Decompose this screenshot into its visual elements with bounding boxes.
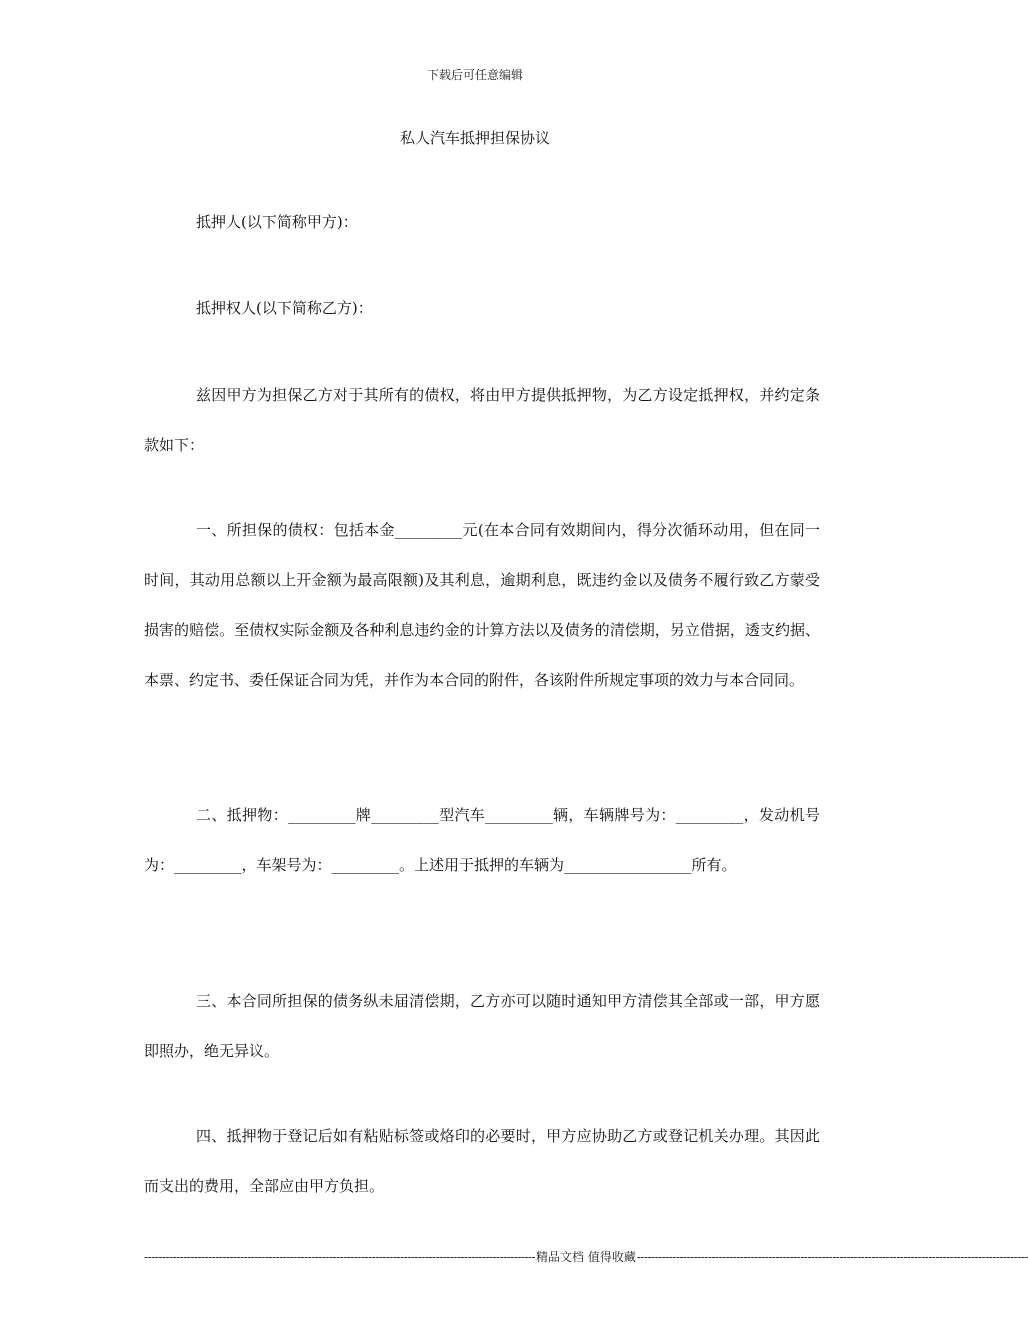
document-title: 私人汽车抵押担保协议: [399, 129, 550, 147]
footer-dash-right: --------------------------------------------------------------------------------------------------------------: [636, 1249, 1028, 1264]
header-note: 下载后可任意编辑: [426, 68, 523, 82]
clause-2-paragraph: 二、抵押物：_________牌_________型汽车_________辆，车辆牌号为：_________，发动机号为：_________，车架号为：_________。上述用于抵押的车辆为_________________所有。: [144, 806, 820, 874]
footer-dash-left: --------------------------------------------------------------------------------------------------------------: [144, 1249, 536, 1264]
party-a-line: 抵押人(以下简称甲方)：: [196, 213, 358, 231]
footer-divider: [144, 1248, 1028, 1265]
clause-3-paragraph: 三、本合同所担保的债务纵未届清偿期，乙方亦可以随时通知甲方清偿其全部或一部，甲方愿即照办，绝无异议。: [144, 992, 820, 1060]
clause-1-paragraph: 一、所担保的债权：包括本金_________元(在本合同有效期间内，得分次循环动用，但在同一时间，其动用总额以上开金额为最高限额)及其利息，逾期利息，既违约金以及债务不履行致乙方蒙受损害的赔偿。至债权实际金额及各种利息违约金的计算方法以及债务的清偿期，另立借据，透支约据、本票、约定书、委任保证合同为凭，并作为本合同的附件，各该附件所规定事项的效力与本合同同。: [144, 521, 820, 689]
intro-paragraph: 兹因甲方为担保乙方对于其所有的债权，将由甲方提供抵押物，为乙方设定抵押权，并约定条款如下：: [144, 386, 820, 454]
clause-4-paragraph: 四、抵押物于登记后如有粘贴标签或烙印的必要时，甲方应协助乙方或登记机关办理。其因此而支出的费用，全部应由甲方负担。: [144, 1127, 820, 1195]
footer-label: 精品文档 值得收藏: [536, 1250, 636, 1264]
party-b-line: 抵押权人(以下简称乙方)：: [196, 299, 373, 317]
